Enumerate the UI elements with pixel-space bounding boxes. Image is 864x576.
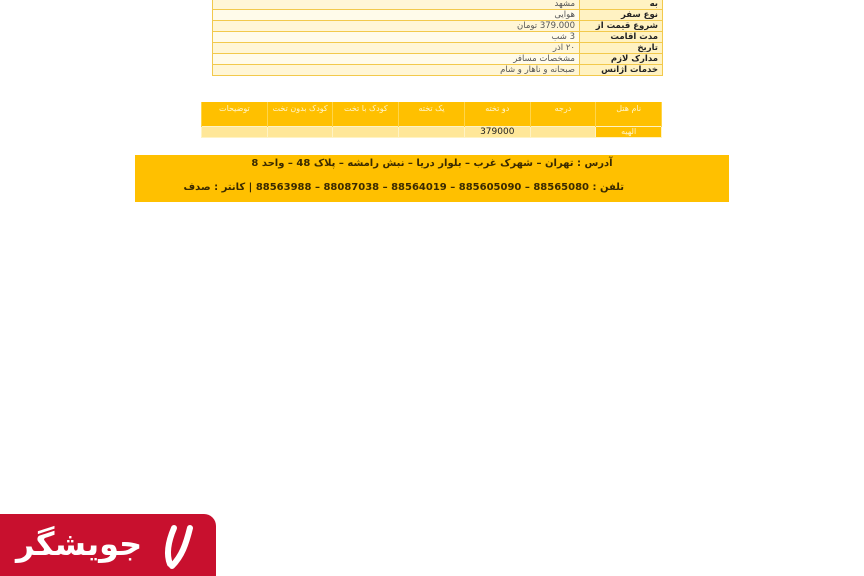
trip-info-table bbox=[212, 0, 663, 76]
hotel-table-header: کودک با تخت bbox=[333, 102, 399, 127]
hotel-table-header: درجه bbox=[530, 102, 596, 127]
hotel-name-cell: الهیه bbox=[596, 127, 662, 138]
trip-info-label: شروع قیمت از bbox=[580, 21, 663, 32]
hotel-table-header: توضیحات bbox=[202, 102, 268, 127]
trip-info-label: تاریخ bbox=[580, 43, 663, 54]
trip-info-value: صبحانه و ناهار و شام bbox=[213, 65, 580, 76]
trip-info-label: مدت اقامت bbox=[580, 32, 663, 43]
hotel-table-header: دو تخته bbox=[464, 102, 530, 127]
trip-info-value: مشهد bbox=[213, 0, 580, 10]
trip-info-value: هوایی bbox=[213, 10, 580, 21]
trip-info-row bbox=[213, 32, 663, 43]
trip-info-label: مدارک لازم bbox=[580, 54, 663, 65]
contact-address: آدرس : تهران – شهرک غرب – بلوار دریا – نبش رامشه – پلاک 48 – واحد 8 bbox=[251, 158, 613, 169]
trip-info-label: خدمات آژانس bbox=[580, 65, 663, 76]
hotel-price-table bbox=[201, 102, 662, 138]
table-cell bbox=[267, 127, 333, 138]
hotel-table-header: یک تخته bbox=[399, 102, 465, 127]
trip-info-value: ۲۰ آذر bbox=[213, 43, 580, 54]
contact-banner bbox=[135, 155, 729, 202]
logo-text: جویشگر bbox=[16, 525, 143, 563]
hotel-table-header: کودک بدون تخت bbox=[267, 102, 333, 127]
trip-info-label: نوع سفر bbox=[580, 10, 663, 21]
hotel-table-header-row bbox=[202, 102, 662, 127]
trip-info-value: 3 شب bbox=[213, 32, 580, 43]
trip-info-value: مشخصات مسافر bbox=[213, 54, 580, 65]
trip-info-row bbox=[213, 54, 663, 65]
trip-info-row bbox=[213, 65, 663, 76]
trip-info-label: به bbox=[580, 0, 663, 10]
table-cell bbox=[202, 127, 268, 138]
trip-info-row bbox=[213, 0, 663, 10]
hotel-table-header: نام هتل bbox=[596, 102, 662, 127]
trip-info-row bbox=[213, 10, 663, 21]
table-row bbox=[202, 127, 662, 138]
trip-info-row bbox=[213, 43, 663, 54]
watermark-logo bbox=[0, 514, 216, 576]
trip-info-value: 379.000 تومان bbox=[213, 21, 580, 32]
table-cell: 379000 bbox=[464, 127, 530, 138]
logo-mark-icon bbox=[160, 522, 210, 570]
contact-phones: تلفن : 88565080 – 885605090 – 88564019 – 88087038 – 88563988 | کانتر : صدف bbox=[183, 182, 624, 193]
table-cell bbox=[333, 127, 399, 138]
table-cell bbox=[530, 127, 596, 138]
trip-info-row bbox=[213, 21, 663, 32]
table-cell bbox=[399, 127, 465, 138]
